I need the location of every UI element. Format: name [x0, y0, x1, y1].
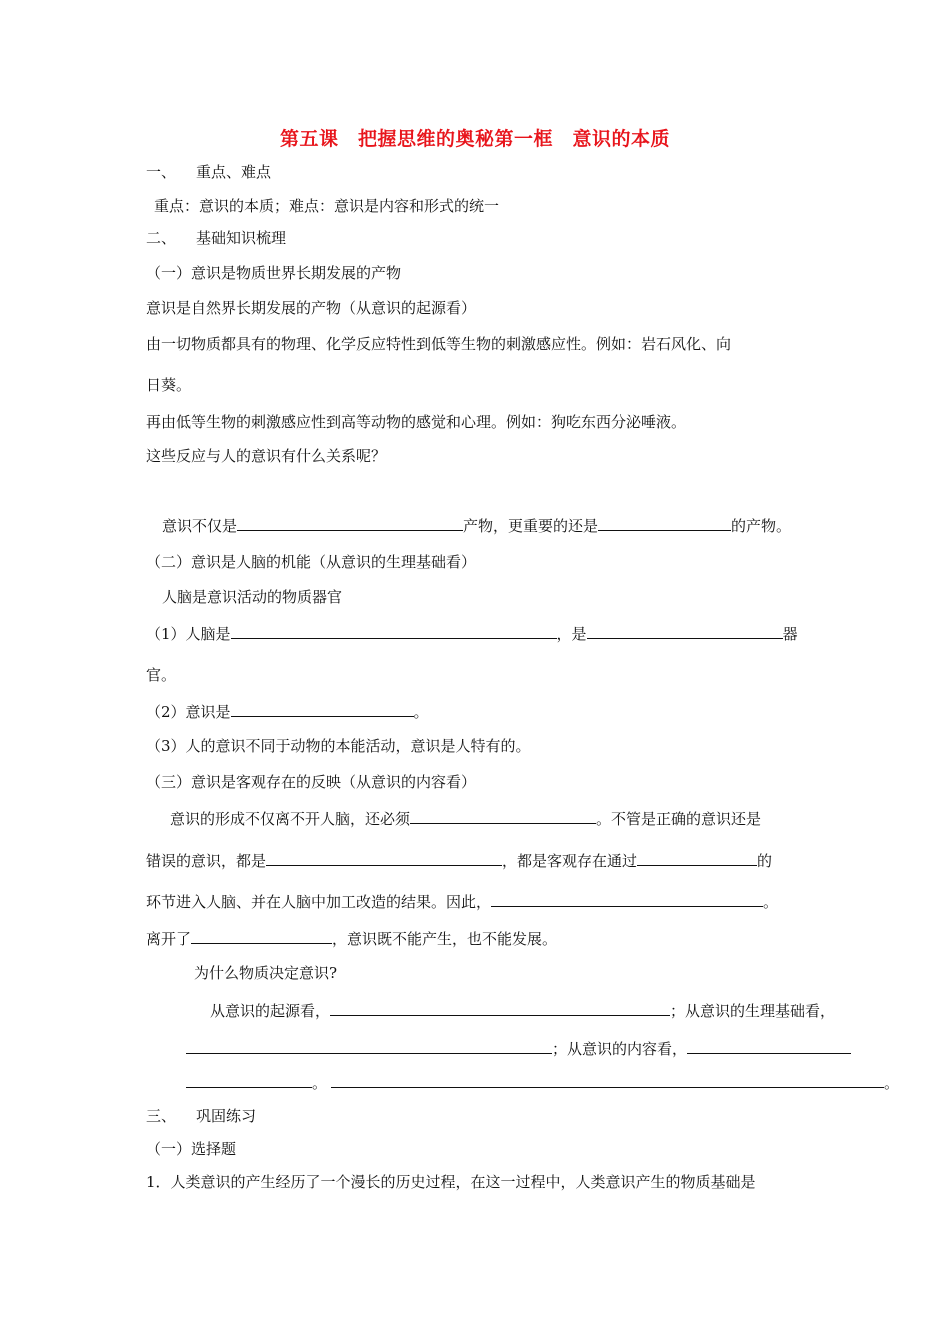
text-segment: ，都是客观存在通过 — [502, 852, 638, 870]
text-segment: 的 — [757, 852, 773, 870]
text-segment: 意识不仅是 — [162, 517, 238, 535]
subsection-1-heading: （一）意识是物质世界长期发展的产物 — [146, 264, 402, 282]
section-number: 一、 — [146, 163, 177, 181]
text-line: 由一切物质都具有的物理、化学反应特性到低等生物的刺激感应性。例如：岩石风化、向 — [146, 335, 732, 353]
answer-blank[interactable] — [330, 1000, 670, 1016]
text-segment: ；从意识的生理基础看， — [670, 1002, 836, 1020]
fill-in-line — [146, 623, 798, 644]
answer-blank[interactable] — [237, 515, 463, 531]
text-line: 意识是自然界长期发展的产物（从意识的起源看） — [146, 299, 477, 317]
section-3-heading — [146, 1106, 256, 1126]
text-segment: 环节进入人脑、并在人脑中加工改造的结果。因此， — [146, 893, 492, 911]
answer-blank[interactable] — [598, 515, 731, 531]
text-segment: 从意识的起源看， — [210, 1002, 331, 1020]
section-title: 基础知识梳理 — [196, 229, 287, 247]
text-segment: 。 — [884, 1074, 900, 1092]
text-line: （3）人的意识不同于动物的本能活动，意识是人特有的。 — [146, 737, 531, 755]
text-segment: （1）人脑是 — [146, 625, 231, 643]
fill-in-line — [210, 1000, 835, 1021]
fill-in-line — [146, 891, 778, 912]
answer-blank[interactable] — [231, 623, 557, 639]
question-line: 1．人类意识的产生经历了一个漫长的历史过程，在这一过程中，人类意识产生的物质基础是 — [146, 1173, 756, 1191]
document-title: 第五课 把握思维的奥秘第一框 意识的本质 — [279, 128, 670, 150]
answer-blank[interactable] — [186, 1038, 552, 1054]
text-segment: 离开了 — [146, 930, 192, 948]
text-segment: 的产物。 — [731, 517, 792, 535]
text-line: 日葵。 — [146, 376, 192, 394]
answer-blank[interactable] — [491, 891, 763, 907]
answer-blank[interactable] — [587, 623, 783, 639]
text-segment: 意识的形成不仅离不开人脑，还必须 — [170, 810, 411, 828]
text-line: 人脑是意识活动的物质器官 — [162, 588, 343, 606]
text-segment: 。 — [413, 703, 429, 721]
answer-blank[interactable] — [331, 1072, 884, 1088]
section-number: 三、 — [146, 1107, 177, 1125]
fill-in-line — [146, 701, 429, 722]
text-line: 再由低等生物的刺激感应性到高等动物的感觉和心理。例如：狗吃东西分泌唾液。 — [146, 413, 687, 431]
section-title: 巩固练习 — [196, 1107, 257, 1125]
answer-blank[interactable] — [637, 850, 757, 866]
text-segment: 错误的意识，都是 — [146, 852, 267, 870]
text-segment: 产物，更重要的还是 — [463, 517, 599, 535]
section-2-heading — [146, 228, 286, 248]
answer-blank[interactable] — [410, 808, 596, 824]
answer-blank[interactable] — [687, 1038, 851, 1054]
text-segment: （2）意识是 — [146, 703, 231, 721]
text-segment: 。 — [312, 1074, 328, 1092]
subsection-3-heading: （三）意识是客观存在的反映（从意识的内容看） — [146, 773, 477, 791]
section-1-heading — [146, 162, 271, 182]
section-title: 重点、难点 — [196, 163, 272, 181]
text-segment: ；从意识的内容看， — [552, 1040, 688, 1058]
text-segment: 。 — [763, 893, 779, 911]
fill-in-line — [146, 850, 772, 871]
fill-in-line — [186, 1038, 851, 1059]
question-line: 为什么物质决定意识? — [194, 964, 338, 982]
text-segment: ，是 — [556, 625, 587, 643]
section-number: 二、 — [146, 229, 177, 247]
text-segment: 。不管是正确的意识还是 — [596, 810, 762, 828]
fill-in-line — [186, 1072, 899, 1093]
fill-in-line — [146, 928, 557, 949]
text-segment: 器 — [782, 625, 798, 643]
key-points-line: 重点：意识的本质；难点：意识是内容和形式的统一 — [154, 197, 500, 215]
answer-blank[interactable] — [266, 850, 502, 866]
answer-blank[interactable] — [191, 928, 332, 944]
fill-in-line — [162, 515, 791, 536]
text-segment: ，意识既不能产生，也不能发展。 — [332, 930, 558, 948]
question-line: 这些反应与人的意识有什么关系呢？ — [146, 447, 387, 465]
fill-in-line — [170, 808, 761, 829]
text-line: 官。 — [146, 666, 177, 684]
subsection-heading: （一）选择题 — [146, 1140, 237, 1158]
answer-blank[interactable] — [231, 701, 414, 717]
subsection-2-heading: （二）意识是人脑的机能（从意识的生理基础看） — [146, 553, 477, 571]
answer-blank[interactable] — [186, 1072, 312, 1088]
